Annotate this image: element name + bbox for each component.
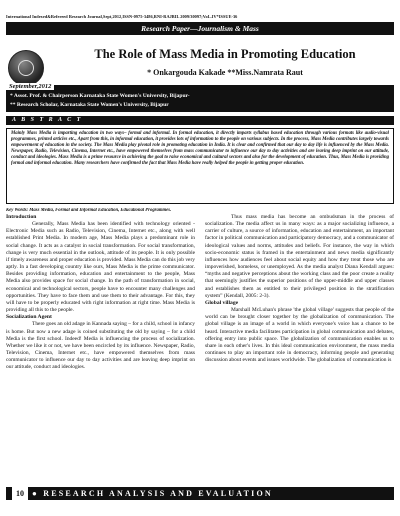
footer-bar [6, 487, 394, 500]
keywords: Key Words: Mass Media, Formal and Informal Education, Educational Programmes. [6, 208, 172, 213]
socialization-continued-paragraph: Thus mass media has become an ombudsman in the process of socialization. The media affect us in many ways: as a major socializing influence, a carrier of culture, a source of information, education and entertainment, an important factor in political communication and participatory democracy, and a communicator of ideological values and norms, attitudes and beliefs. For instance, the way in which socio-economic status is framed in the entertainment and news media significantly influences how audiences feel about social equity and how they treat those who are impoverished, homeless, or unemployed. As the media analyst Diana Kendall argues: “myths and negative perceptions about the working class and the poor create a reality that seemingly justifies the superior positions of the upper-middle and upper classes and establishes them as entitled to their privileged position in the stratification system” (Kendall, 2005: 2-3). [205, 214, 394, 299]
footer-journal-name: ● RESEARCH ANALYSIS AND EVALUATION [32, 489, 273, 498]
right-column [205, 214, 394, 479]
socialization-paragraph: There goes an old adage in Kannada saying – for a child, school in infancy is home. But now a new adage is coined substituting the old by saying – for a child Media is the first school. Indeed! Media is influencing the process of socialization. Whether we like it or not, we have been encircled by its influence. Newspaper, Radio, Television, Cinema, Internet etc., have empowered themselves from mass communicator to influence our day to day activities and are leaving deep imprint on our attitude, conduct and ideologies. [6, 321, 195, 371]
affiliation-1: * Assot. Prof. & Chairperson Karnataka State Women's University, Bijapur- [10, 93, 190, 99]
publication-date: September,2012 [6, 83, 54, 90]
introduction-paragraph: Generally, Mass Media has been identified with technology oriented - Electronic Media such as Radio, Television, Cinema, Internet etc., along with well established Print Media. In modern age, Mass Media plays a predominant role in social change. It acts as a catalyst in social transformation. For social transformation, change is very much essential in the outlook, attitude of its people. It is only possible if timely awareness and proper education is provided. Mass Media can do this job very aptly. In a fast developing country like ours, Mass Media is the prime communicator. Besides providing information, education and entertainment to the people, Mass Media also provides space for social change. In the path of transformation in social, economical and technological sectors, people have to encounter many challenges and opportunities. They have to face them and use them to their advantage. For this, they will have to be properly educated with right information at right time. Mass Media is providing all this to the people. [6, 221, 195, 314]
logo-ring [18, 60, 34, 76]
journal-info-line: International Indexed&Refereed Research Journal,Sept,2012,ISSN-0975-3486,RNI-RAJBIL 2009/30097;VoL.IV*ISSUE-36 [6, 14, 238, 19]
paper-title: The Role of Mass Media in Promoting Education [94, 47, 356, 61]
global-village-heading: Global village [205, 299, 239, 306]
global-village-paragraph: Marshall McLuhan's phrase 'the global village' suggests that people of the world can be brought closer together by the globalization of communication. The global village is an image of a world in which everyone's voice has a chance to be heard. Interactive media facilitates participation in global communication and debates, offering entry into public space. The globalization of communication enables us to share in each other's lives. In this ideal communication environment, the mass media continues to play an important role in democracy, informing people and generating discussion about events and issues worldwide. The globalization of communication is [205, 307, 394, 364]
abstract-text: Mainly Mass Media is imparting education in two ways– formal and informal. In formal education, it directly imparts syllabus based education through various formats like audio-visual programmes, printed articles etc., Apart from this, in informal education, it provides lots of information to the people on various subjects. In the process, Mass Media contributes largely towards empowerment of education in the society. The Mass Media play pivotal role in promoting education in India. It is clear and confirmed that our day to day life is influenced by the Mass Media. Newspaper, Radio, Television, Cinema, Internet etc., have empowered themselves from mass communicator to influence our day to day activities and are leaving deep imprint on our attitude, conduct and ideologies. Mass Media is a prime resource in achieving the goal to raise economical and cultural sectors and also for the development of education. Thus, Mass Media is providing formal and informal education. Many researchers have confirmed the fact that Mass Media have really helped the people in getting proper education. [6, 128, 394, 204]
affiliation-2: ** Research Scholar, Karnataka State Women's University, Bijapur [10, 102, 169, 108]
affiliation-bar [6, 85, 394, 112]
abstract-heading: A B S T R A C T [6, 116, 394, 125]
socialization-heading: Socialization Agent [6, 314, 52, 321]
introduction-heading: Introduction [6, 214, 37, 220]
section-banner: Research Paper—Journalism & Mass [6, 22, 394, 35]
paper-authors: * Onkargouda Kakade **Miss.Namrata Raut [147, 68, 303, 77]
left-column [6, 214, 195, 479]
journal-logo [8, 50, 44, 86]
page-number: 10 [12, 487, 28, 500]
